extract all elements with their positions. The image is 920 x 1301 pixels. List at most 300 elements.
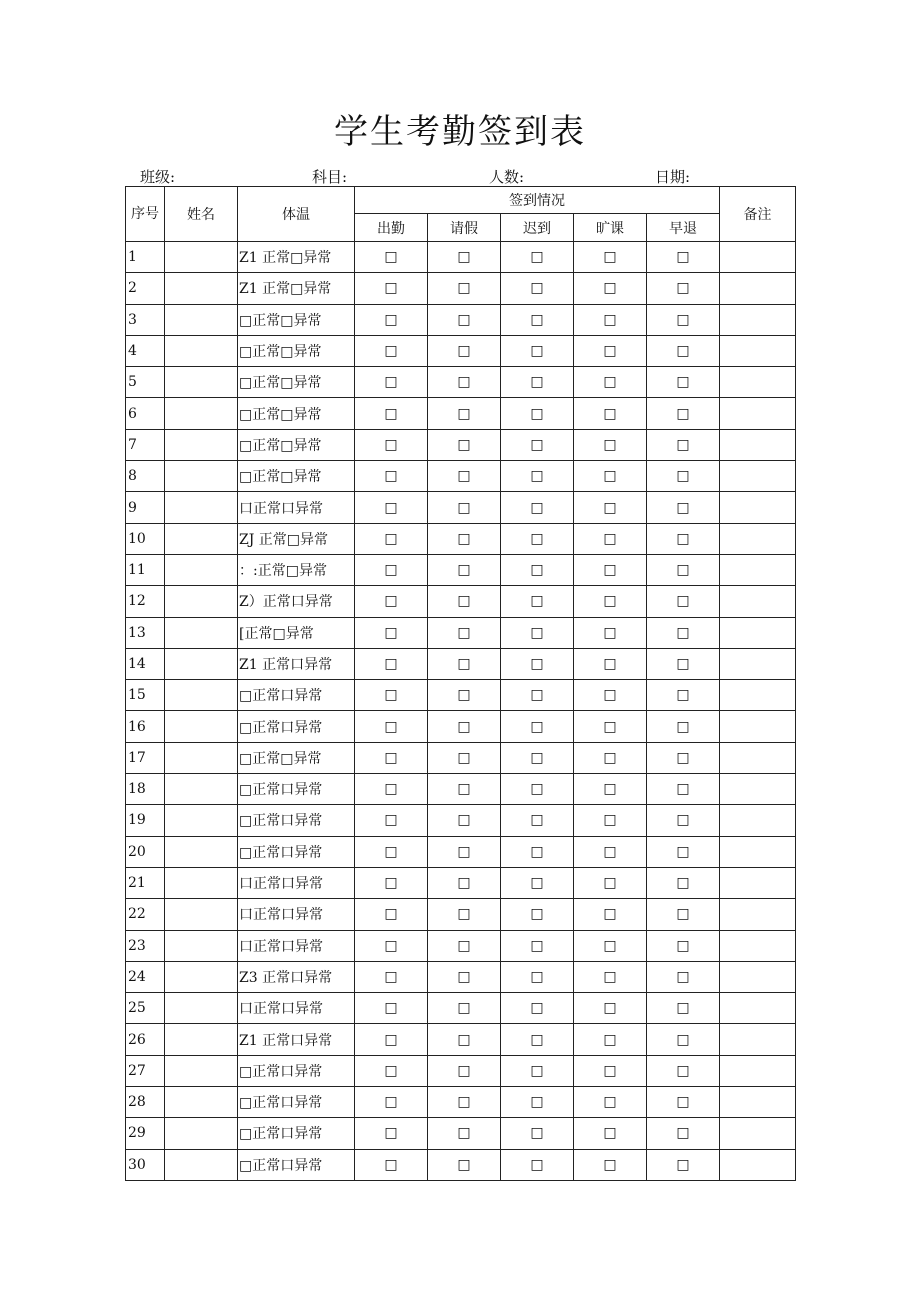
checkbox-leave[interactable]: □	[457, 436, 471, 453]
remark-cell[interactable]	[720, 899, 796, 930]
status-early-leave-cell[interactable]	[647, 304, 720, 335]
name-cell[interactable]	[165, 1118, 238, 1149]
status-early-leave-cell[interactable]	[647, 680, 720, 711]
remark-cell[interactable]	[720, 304, 796, 335]
checkbox-early-leave[interactable]: □	[676, 436, 690, 453]
status-absent-cell[interactable]	[574, 993, 647, 1024]
status-present-cell[interactable]	[355, 1149, 428, 1180]
checkbox-late[interactable]: □	[530, 249, 544, 266]
checkbox-early-leave[interactable]: □	[676, 937, 690, 954]
checkbox-early-leave[interactable]: □	[676, 718, 690, 735]
status-present-cell[interactable]	[355, 398, 428, 429]
status-present-cell[interactable]	[355, 335, 428, 366]
checkbox-early-leave[interactable]: □	[676, 1000, 690, 1017]
status-absent-cell[interactable]	[574, 1055, 647, 1086]
checkbox-early-leave[interactable]: □	[676, 311, 690, 328]
status-leave-cell[interactable]	[428, 648, 501, 679]
checkbox-present[interactable]: □	[384, 1062, 398, 1079]
checkbox-leave[interactable]: □	[457, 781, 471, 798]
checkbox-leave[interactable]: □	[457, 937, 471, 954]
name-cell[interactable]	[165, 554, 238, 585]
checkbox-present[interactable]: □	[384, 812, 398, 829]
checkbox-leave[interactable]: □	[457, 499, 471, 516]
status-present-cell[interactable]	[355, 742, 428, 773]
checkbox-late[interactable]: □	[530, 875, 544, 892]
checkbox-present[interactable]: □	[384, 781, 398, 798]
checkbox-present[interactable]: □	[384, 906, 398, 923]
status-absent-cell[interactable]	[574, 586, 647, 617]
checkbox-early-leave[interactable]: □	[676, 343, 690, 360]
temperature-cell[interactable]: 口正常口异常	[238, 930, 355, 961]
temperature-cell[interactable]: [正常□异常	[238, 617, 355, 648]
name-cell[interactable]	[165, 805, 238, 836]
status-early-leave-cell[interactable]	[647, 711, 720, 742]
status-early-leave-cell[interactable]	[647, 899, 720, 930]
checkbox-absent[interactable]: □	[603, 749, 617, 766]
checkbox-late[interactable]: □	[530, 1031, 544, 1048]
checkbox-absent[interactable]: □	[603, 1156, 617, 1173]
status-present-cell[interactable]	[355, 461, 428, 492]
status-leave-cell[interactable]	[428, 242, 501, 273]
status-late-cell[interactable]	[501, 1087, 574, 1118]
status-present-cell[interactable]	[355, 930, 428, 961]
checkbox-late[interactable]: □	[530, 499, 544, 516]
status-late-cell[interactable]	[501, 993, 574, 1024]
remark-cell[interactable]	[720, 836, 796, 867]
status-absent-cell[interactable]	[574, 805, 647, 836]
status-absent-cell[interactable]	[574, 429, 647, 460]
status-late-cell[interactable]	[501, 398, 574, 429]
checkbox-leave[interactable]: □	[457, 1062, 471, 1079]
status-late-cell[interactable]	[501, 461, 574, 492]
status-absent-cell[interactable]	[574, 461, 647, 492]
status-leave-cell[interactable]	[428, 1087, 501, 1118]
temperature-cell[interactable]: □正常口异常	[238, 1055, 355, 1086]
status-late-cell[interactable]	[501, 1024, 574, 1055]
status-late-cell[interactable]	[501, 304, 574, 335]
checkbox-present[interactable]: □	[384, 1094, 398, 1111]
status-present-cell[interactable]	[355, 429, 428, 460]
status-early-leave-cell[interactable]	[647, 1055, 720, 1086]
checkbox-early-leave[interactable]: □	[676, 530, 690, 547]
status-present-cell[interactable]	[355, 961, 428, 992]
status-leave-cell[interactable]	[428, 554, 501, 585]
name-cell[interactable]	[165, 1055, 238, 1086]
status-early-leave-cell[interactable]	[647, 1024, 720, 1055]
checkbox-absent[interactable]: □	[603, 1031, 617, 1048]
name-cell[interactable]	[165, 961, 238, 992]
status-absent-cell[interactable]	[574, 242, 647, 273]
status-early-leave-cell[interactable]	[647, 805, 720, 836]
checkbox-late[interactable]: □	[530, 906, 544, 923]
name-cell[interactable]	[165, 398, 238, 429]
checkbox-absent[interactable]: □	[603, 968, 617, 985]
status-present-cell[interactable]	[355, 367, 428, 398]
status-leave-cell[interactable]	[428, 774, 501, 805]
status-absent-cell[interactable]	[574, 961, 647, 992]
checkbox-late[interactable]: □	[530, 687, 544, 704]
checkbox-absent[interactable]: □	[603, 343, 617, 360]
status-early-leave-cell[interactable]	[647, 867, 720, 898]
checkbox-absent[interactable]: □	[603, 1000, 617, 1017]
checkbox-present[interactable]: □	[384, 968, 398, 985]
checkbox-present[interactable]: □	[384, 562, 398, 579]
status-present-cell[interactable]	[355, 273, 428, 304]
checkbox-present[interactable]: □	[384, 624, 398, 641]
status-present-cell[interactable]	[355, 617, 428, 648]
status-early-leave-cell[interactable]	[647, 774, 720, 805]
status-late-cell[interactable]	[501, 335, 574, 366]
temperature-cell[interactable]: Z1 正常□异常	[238, 273, 355, 304]
status-late-cell[interactable]	[501, 867, 574, 898]
remark-cell[interactable]	[720, 867, 796, 898]
checkbox-present[interactable]: □	[384, 749, 398, 766]
status-leave-cell[interactable]	[428, 930, 501, 961]
status-absent-cell[interactable]	[574, 1149, 647, 1180]
status-absent-cell[interactable]	[574, 273, 647, 304]
name-cell[interactable]	[165, 711, 238, 742]
checkbox-late[interactable]: □	[530, 405, 544, 422]
name-cell[interactable]	[165, 930, 238, 961]
remark-cell[interactable]	[720, 1087, 796, 1118]
checkbox-leave[interactable]: □	[457, 530, 471, 547]
status-present-cell[interactable]	[355, 993, 428, 1024]
remark-cell[interactable]	[720, 1149, 796, 1180]
status-late-cell[interactable]	[501, 648, 574, 679]
temperature-cell[interactable]: Z）正常口异常	[238, 586, 355, 617]
temperature-cell[interactable]: 口正常口异常	[238, 867, 355, 898]
checkbox-early-leave[interactable]: □	[676, 1094, 690, 1111]
name-cell[interactable]	[165, 461, 238, 492]
temperature-cell[interactable]: □正常口异常	[238, 836, 355, 867]
status-present-cell[interactable]	[355, 1024, 428, 1055]
remark-cell[interactable]	[720, 711, 796, 742]
status-present-cell[interactable]	[355, 1118, 428, 1149]
temperature-cell[interactable]: □正常□异常	[238, 461, 355, 492]
status-leave-cell[interactable]	[428, 429, 501, 460]
remark-cell[interactable]	[720, 242, 796, 273]
status-late-cell[interactable]	[501, 1149, 574, 1180]
status-leave-cell[interactable]	[428, 461, 501, 492]
remark-cell[interactable]	[720, 1118, 796, 1149]
status-late-cell[interactable]	[501, 805, 574, 836]
status-early-leave-cell[interactable]	[647, 1087, 720, 1118]
remark-cell[interactable]	[720, 523, 796, 554]
checkbox-early-leave[interactable]: □	[676, 781, 690, 798]
status-late-cell[interactable]	[501, 586, 574, 617]
status-present-cell[interactable]	[355, 836, 428, 867]
temperature-cell[interactable]: 口正常口异常	[238, 899, 355, 930]
checkbox-absent[interactable]: □	[603, 311, 617, 328]
name-cell[interactable]	[165, 304, 238, 335]
status-early-leave-cell[interactable]	[647, 648, 720, 679]
status-present-cell[interactable]	[355, 805, 428, 836]
remark-cell[interactable]	[720, 742, 796, 773]
status-late-cell[interactable]	[501, 429, 574, 460]
checkbox-leave[interactable]: □	[457, 1094, 471, 1111]
name-cell[interactable]	[165, 836, 238, 867]
status-late-cell[interactable]	[501, 680, 574, 711]
status-leave-cell[interactable]	[428, 367, 501, 398]
status-absent-cell[interactable]	[574, 836, 647, 867]
name-cell[interactable]	[165, 273, 238, 304]
status-early-leave-cell[interactable]	[647, 1118, 720, 1149]
checkbox-early-leave[interactable]: □	[676, 249, 690, 266]
checkbox-leave[interactable]: □	[457, 906, 471, 923]
checkbox-leave[interactable]: □	[457, 812, 471, 829]
checkbox-present[interactable]: □	[384, 937, 398, 954]
checkbox-late[interactable]: □	[530, 781, 544, 798]
temperature-cell[interactable]: □正常口异常	[238, 774, 355, 805]
status-late-cell[interactable]	[501, 742, 574, 773]
status-absent-cell[interactable]	[574, 648, 647, 679]
status-leave-cell[interactable]	[428, 492, 501, 523]
checkbox-leave[interactable]: □	[457, 249, 471, 266]
status-absent-cell[interactable]	[574, 930, 647, 961]
checkbox-early-leave[interactable]: □	[676, 1125, 690, 1142]
status-early-leave-cell[interactable]	[647, 461, 720, 492]
status-early-leave-cell[interactable]	[647, 367, 720, 398]
checkbox-early-leave[interactable]: □	[676, 1156, 690, 1173]
status-late-cell[interactable]	[501, 1118, 574, 1149]
checkbox-late[interactable]: □	[530, 718, 544, 735]
status-absent-cell[interactable]	[574, 1087, 647, 1118]
name-cell[interactable]	[165, 617, 238, 648]
checkbox-absent[interactable]: □	[603, 718, 617, 735]
status-leave-cell[interactable]	[428, 335, 501, 366]
status-leave-cell[interactable]	[428, 742, 501, 773]
checkbox-late[interactable]: □	[530, 624, 544, 641]
status-present-cell[interactable]	[355, 711, 428, 742]
checkbox-leave[interactable]: □	[457, 1031, 471, 1048]
remark-cell[interactable]	[720, 492, 796, 523]
remark-cell[interactable]	[720, 335, 796, 366]
remark-cell[interactable]	[720, 586, 796, 617]
remark-cell[interactable]	[720, 993, 796, 1024]
status-early-leave-cell[interactable]	[647, 492, 720, 523]
status-absent-cell[interactable]	[574, 711, 647, 742]
remark-cell[interactable]	[720, 648, 796, 679]
remark-cell[interactable]	[720, 617, 796, 648]
checkbox-present[interactable]: □	[384, 436, 398, 453]
status-leave-cell[interactable]	[428, 805, 501, 836]
checkbox-present[interactable]: □	[384, 280, 398, 297]
remark-cell[interactable]	[720, 398, 796, 429]
checkbox-late[interactable]: □	[530, 1000, 544, 1017]
checkbox-late[interactable]: □	[530, 656, 544, 672]
status-early-leave-cell[interactable]	[647, 273, 720, 304]
temperature-cell[interactable]: Z1 正常口异常	[238, 648, 355, 679]
status-early-leave-cell[interactable]	[647, 617, 720, 648]
checkbox-present[interactable]: □	[384, 468, 398, 485]
status-early-leave-cell[interactable]	[647, 1149, 720, 1180]
name-cell[interactable]	[165, 367, 238, 398]
checkbox-late[interactable]: □	[530, 562, 544, 579]
checkbox-leave[interactable]: □	[457, 624, 471, 641]
checkbox-present[interactable]: □	[384, 593, 398, 610]
status-late-cell[interactable]	[501, 1055, 574, 1086]
status-early-leave-cell[interactable]	[647, 242, 720, 273]
status-leave-cell[interactable]	[428, 961, 501, 992]
temperature-cell[interactable]: □正常口异常	[238, 1118, 355, 1149]
checkbox-late[interactable]: □	[530, 1062, 544, 1079]
status-leave-cell[interactable]	[428, 680, 501, 711]
checkbox-late[interactable]: □	[530, 280, 544, 297]
remark-cell[interactable]	[720, 805, 796, 836]
name-cell[interactable]	[165, 774, 238, 805]
status-early-leave-cell[interactable]	[647, 398, 720, 429]
temperature-cell[interactable]: ：:正常□异常	[238, 554, 355, 585]
name-cell[interactable]	[165, 899, 238, 930]
checkbox-present[interactable]: □	[384, 843, 398, 860]
status-present-cell[interactable]	[355, 304, 428, 335]
remark-cell[interactable]	[720, 461, 796, 492]
status-early-leave-cell[interactable]	[647, 930, 720, 961]
status-present-cell[interactable]	[355, 648, 428, 679]
remark-cell[interactable]	[720, 930, 796, 961]
checkbox-absent[interactable]: □	[603, 562, 617, 579]
checkbox-absent[interactable]: □	[603, 1094, 617, 1111]
checkbox-leave[interactable]: □	[457, 311, 471, 328]
status-early-leave-cell[interactable]	[647, 993, 720, 1024]
name-cell[interactable]	[165, 523, 238, 554]
status-leave-cell[interactable]	[428, 1149, 501, 1180]
name-cell[interactable]	[165, 429, 238, 460]
status-leave-cell[interactable]	[428, 899, 501, 930]
name-cell[interactable]	[165, 1024, 238, 1055]
checkbox-leave[interactable]: □	[457, 1156, 471, 1173]
status-leave-cell[interactable]	[428, 617, 501, 648]
checkbox-early-leave[interactable]: □	[676, 906, 690, 923]
checkbox-late[interactable]: □	[530, 1094, 544, 1111]
status-late-cell[interactable]	[501, 273, 574, 304]
status-early-leave-cell[interactable]	[647, 586, 720, 617]
checkbox-absent[interactable]: □	[603, 1125, 617, 1142]
status-early-leave-cell[interactable]	[647, 523, 720, 554]
temperature-cell[interactable]: 口正常口异常	[238, 993, 355, 1024]
status-absent-cell[interactable]	[574, 867, 647, 898]
checkbox-present[interactable]: □	[384, 311, 398, 328]
status-absent-cell[interactable]	[574, 492, 647, 523]
checkbox-early-leave[interactable]: □	[676, 1031, 690, 1048]
checkbox-leave[interactable]: □	[457, 405, 471, 422]
status-early-leave-cell[interactable]	[647, 836, 720, 867]
checkbox-absent[interactable]: □	[603, 624, 617, 641]
checkbox-absent[interactable]: □	[603, 656, 617, 672]
status-present-cell[interactable]	[355, 680, 428, 711]
checkbox-leave[interactable]: □	[457, 875, 471, 892]
temperature-cell[interactable]: □正常口异常	[238, 805, 355, 836]
status-leave-cell[interactable]	[428, 586, 501, 617]
checkbox-late[interactable]: □	[530, 812, 544, 829]
checkbox-absent[interactable]: □	[603, 812, 617, 829]
remark-cell[interactable]	[720, 961, 796, 992]
temperature-cell[interactable]: □正常□异常	[238, 398, 355, 429]
checkbox-absent[interactable]: □	[603, 436, 617, 453]
status-late-cell[interactable]	[501, 836, 574, 867]
checkbox-absent[interactable]: □	[603, 468, 617, 485]
status-late-cell[interactable]	[501, 617, 574, 648]
name-cell[interactable]	[165, 648, 238, 679]
temperature-cell[interactable]: ZJ 正常□异常	[238, 523, 355, 554]
checkbox-leave[interactable]: □	[457, 593, 471, 610]
status-late-cell[interactable]	[501, 711, 574, 742]
temperature-cell[interactable]: □正常口异常	[238, 711, 355, 742]
status-absent-cell[interactable]	[574, 617, 647, 648]
temperature-cell[interactable]: 口正常口异常	[238, 492, 355, 523]
status-present-cell[interactable]	[355, 523, 428, 554]
status-leave-cell[interactable]	[428, 1055, 501, 1086]
checkbox-early-leave[interactable]: □	[676, 749, 690, 766]
checkbox-late[interactable]: □	[530, 593, 544, 610]
checkbox-leave[interactable]: □	[457, 843, 471, 860]
checkbox-late[interactable]: □	[530, 968, 544, 985]
temperature-cell[interactable]: Z1 正常口异常	[238, 1024, 355, 1055]
checkbox-absent[interactable]: □	[603, 249, 617, 266]
checkbox-late[interactable]: □	[530, 374, 544, 391]
status-present-cell[interactable]	[355, 867, 428, 898]
checkbox-early-leave[interactable]: □	[676, 968, 690, 985]
status-absent-cell[interactable]	[574, 398, 647, 429]
checkbox-early-leave[interactable]: □	[676, 812, 690, 829]
status-leave-cell[interactable]	[428, 1118, 501, 1149]
status-leave-cell[interactable]	[428, 523, 501, 554]
checkbox-early-leave[interactable]: □	[676, 593, 690, 610]
checkbox-leave[interactable]: □	[457, 656, 471, 672]
status-absent-cell[interactable]	[574, 1024, 647, 1055]
name-cell[interactable]	[165, 742, 238, 773]
checkbox-present[interactable]: □	[384, 1031, 398, 1048]
checkbox-absent[interactable]: □	[603, 499, 617, 516]
checkbox-early-leave[interactable]: □	[676, 374, 690, 391]
checkbox-leave[interactable]: □	[457, 374, 471, 391]
status-present-cell[interactable]	[355, 774, 428, 805]
remark-cell[interactable]	[720, 429, 796, 460]
remark-cell[interactable]	[720, 1024, 796, 1055]
checkbox-leave[interactable]: □	[457, 968, 471, 985]
checkbox-absent[interactable]: □	[603, 405, 617, 422]
status-absent-cell[interactable]	[574, 304, 647, 335]
checkbox-absent[interactable]: □	[603, 937, 617, 954]
checkbox-early-leave[interactable]: □	[676, 468, 690, 485]
checkbox-late[interactable]: □	[530, 468, 544, 485]
temperature-cell[interactable]: □正常□异常	[238, 304, 355, 335]
status-late-cell[interactable]	[501, 961, 574, 992]
checkbox-absent[interactable]: □	[603, 906, 617, 923]
checkbox-absent[interactable]: □	[603, 1062, 617, 1079]
checkbox-late[interactable]: □	[530, 1156, 544, 1173]
status-late-cell[interactable]	[501, 930, 574, 961]
status-late-cell[interactable]	[501, 899, 574, 930]
checkbox-early-leave[interactable]: □	[676, 687, 690, 704]
checkbox-present[interactable]: □	[384, 499, 398, 516]
checkbox-present[interactable]: □	[384, 656, 398, 672]
checkbox-early-leave[interactable]: □	[676, 499, 690, 516]
checkbox-leave[interactable]: □	[457, 562, 471, 579]
checkbox-present[interactable]: □	[384, 249, 398, 266]
checkbox-early-leave[interactable]: □	[676, 280, 690, 297]
checkbox-present[interactable]: □	[384, 405, 398, 422]
checkbox-present[interactable]: □	[384, 374, 398, 391]
checkbox-leave[interactable]: □	[457, 1000, 471, 1017]
status-leave-cell[interactable]	[428, 398, 501, 429]
checkbox-absent[interactable]: □	[603, 875, 617, 892]
checkbox-late[interactable]: □	[530, 1125, 544, 1142]
checkbox-early-leave[interactable]: □	[676, 624, 690, 641]
status-absent-cell[interactable]	[574, 899, 647, 930]
name-cell[interactable]	[165, 242, 238, 273]
status-absent-cell[interactable]	[574, 742, 647, 773]
